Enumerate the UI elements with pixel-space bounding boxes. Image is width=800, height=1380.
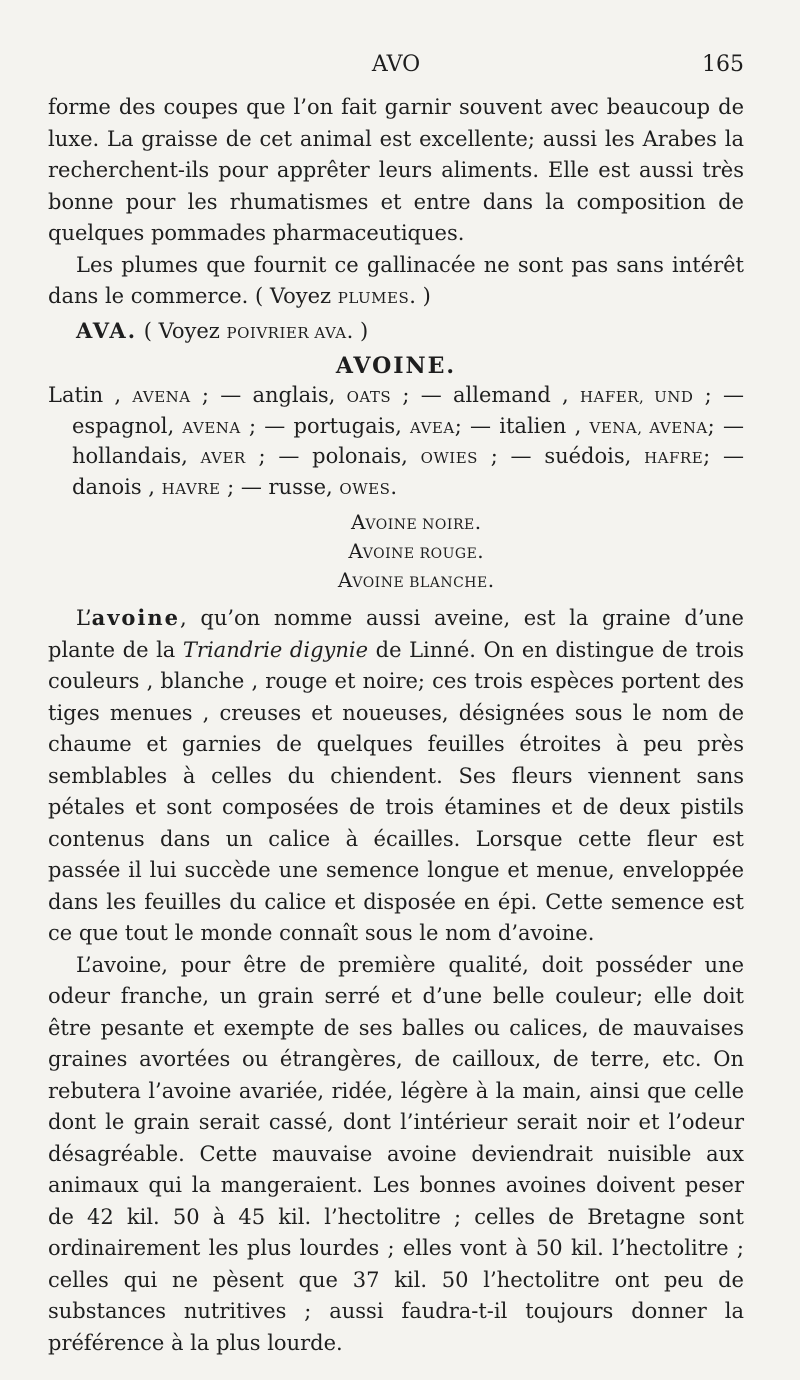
avoine-italic: Triandrie digynie [182, 637, 369, 662]
names-term: OWES [339, 479, 391, 498]
names-term: AVENA [132, 388, 191, 406]
paragraph-plumes [48, 250, 744, 315]
names-text: espagnol, [72, 413, 183, 438]
names-text: ; — [693, 383, 744, 407]
variety-name: VOINE ROUGE [362, 546, 478, 562]
variety-name: VOINE BLANCHE [352, 575, 488, 591]
ava-text: ( Voyez [137, 318, 227, 343]
page-header [48, 52, 744, 92]
paragraph-intro: forme des coupes que l’on fait garnir souvent avec beaucoup de luxe. La graisse de cet animal est excellente; aussi les Arabes la recherchent-ils pour apprêter leurs aliments. Elle est aussi très bonne pour les rhumatismes et entre dans la composition de quelques pommades pharmaceutiques. [48, 95, 744, 245]
names-line [48, 381, 744, 503]
ava-end: . ) [346, 318, 369, 343]
names-text: ; — russe, [220, 474, 340, 499]
avoine-pre: L’ [76, 606, 92, 630]
section-title: AVOINE. [335, 353, 457, 379]
names-text: — danois , [72, 444, 745, 499]
variety-name: VOINE NOIRE [365, 517, 475, 533]
names-text: ; [707, 413, 715, 438]
ava-ref: POIVRIER AVA [226, 323, 347, 342]
avoine-headword: avoine [91, 605, 181, 630]
names-term: OWIES [420, 449, 478, 467]
names-block [48, 381, 744, 503]
names-text: ; — allemand , [391, 383, 580, 407]
names-text: — hollandais, [72, 413, 744, 468]
names-term: OATS [346, 388, 392, 406]
names-text: ; — polonais, [245, 444, 421, 468]
avoine-text-2: de Linné. On en distingue de trois couleurs , blanche , rouge et noire; ces trois espèces portent des tiges menues , creuses et noueuses, désignées sous le nom de chaume et garnies de quelques feuilles étroites à peu près semblables à celles du chiendent. Ses fleurs viennent sans pétales et sont composées de trois étamines et de deux pistils contenus dans un calice à écailles. Lorsque cette fleur est passée il lui succède une semence longue et menue, enveloppée dans les feuilles du calice et disposée en épi. Cette semence est ce que tout le monde connaît sous le nom d’avoine. [48, 637, 744, 945]
running-head: AVO [371, 52, 421, 77]
variety-noire [88, 509, 744, 538]
page-number: 165 [702, 52, 744, 77]
plumes-ref: PLUMES [337, 289, 410, 307]
paragraph-avoine [48, 602, 744, 950]
variety-initial: A [337, 568, 353, 592]
variety-rouge [88, 538, 744, 567]
plumes-end: . ) [409, 284, 431, 308]
names-text: ; — portugais, [240, 413, 411, 438]
names-term: AVEA [410, 418, 455, 437]
variety-end: . [487, 568, 495, 592]
variety-blanche [88, 567, 744, 596]
avoine-text: , qu’on nomme aussi aveine, est la graine d’une plante de la [48, 606, 744, 662]
names-text: ; — italien , [454, 413, 590, 438]
names-term: AVER [200, 449, 246, 467]
names-text: . [390, 474, 398, 499]
variety-end: . [474, 510, 482, 534]
variety-initial: A [350, 510, 366, 534]
plumes-text: Les plumes que fournit ce gallinacée ne sont pas sans intérêt dans le commerce. ( Voyez [48, 252, 744, 308]
entry-ava [48, 315, 744, 350]
names-text: ; — anglais, [190, 383, 347, 407]
names-text: ; [703, 444, 711, 468]
variety-initial: A [348, 539, 363, 563]
names-term: HAFER, UND [579, 388, 694, 406]
ava-head: AVA. [76, 317, 138, 343]
names-term: HAVRE [161, 479, 221, 498]
names-term: AVENA [182, 418, 241, 437]
names-text: ; — suédois, [477, 444, 645, 468]
names-term: HAFRE [644, 449, 704, 467]
variety-end: . [477, 539, 484, 563]
paragraph-qualite: L’avoine, pour être de première qualité, doit posséder une odeur franche, un grain serré et d’une belle couleur; elle doit être pesante et exempte de ses balles ou calices, de mauvaises graines avortées ou étrangères, de cailloux, de terre, etc. On rebutera l’avoine avariée, ridée, légère à la main, ainsi que celle dont le grain serait cassé, dont l’intérieur serait noir et l’odeur désagréable. Cette mauvaise avoine deviendrait nuisible aux animaux qui la mangeraient. Les bonnes avoines doivent peser de 42 kil. 50 à 45 kil. l’hectolitre ; celles de Bretagne sont ordinairement les plus lourdes ; elles vont à 50 kil. l’hectolitre ; celles qui ne pèsent que 37 kil. 50 l’hectolitre ont peu de substances nutritives ; aussi faudra-t-il toujours donner la préférence à la plus lourde. [48, 952, 744, 1355]
names-text: Latin , [48, 383, 133, 407]
page [48, 52, 744, 1359]
names-term: VENA, AVENA [589, 418, 708, 437]
